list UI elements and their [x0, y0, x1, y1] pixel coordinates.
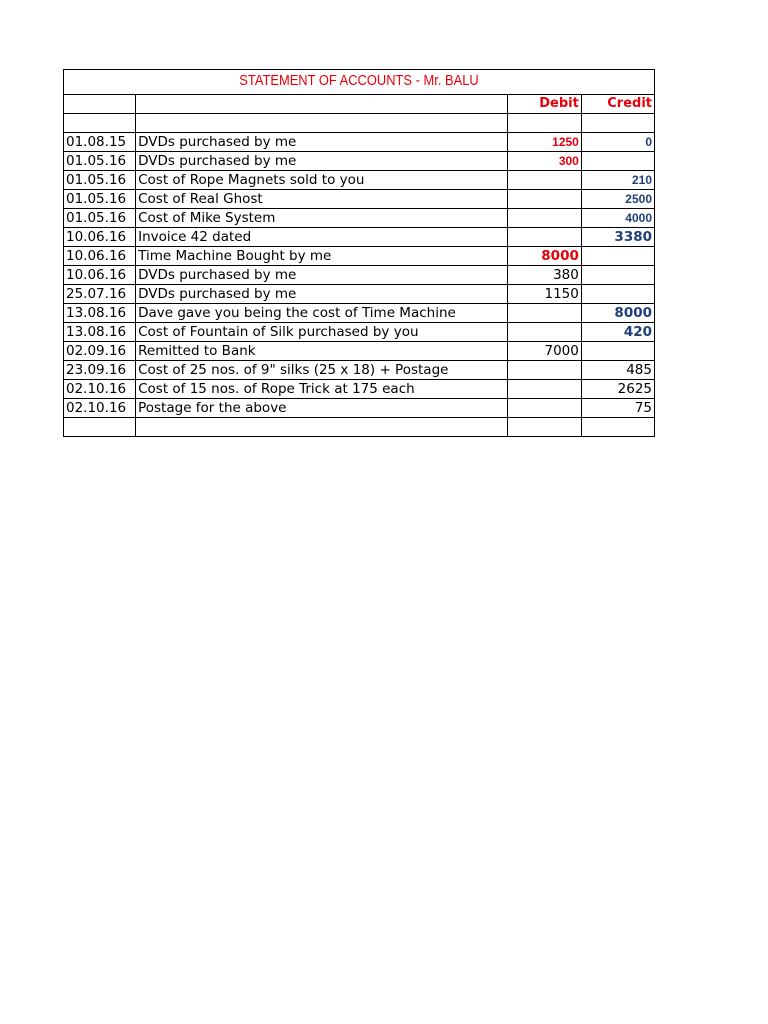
description-cell[interactable]: DVDs purchased by me [136, 285, 508, 304]
description-cell[interactable]: Cost of 25 nos. of 9" silks (25 x 18) + Postage [136, 361, 508, 380]
blank-cell[interactable] [136, 114, 508, 133]
debit-cell[interactable]: 300 [507, 152, 581, 171]
debit-cell[interactable]: 380 [507, 266, 581, 285]
description-cell[interactable]: Remitted to Bank [136, 342, 508, 361]
credit-cell[interactable] [581, 285, 654, 304]
blank-cell[interactable] [64, 114, 136, 133]
debit-cell[interactable] [507, 190, 581, 209]
blank-cell[interactable] [136, 418, 508, 437]
credit-cell[interactable] [581, 152, 654, 171]
date-cell[interactable]: 01.05.16 [64, 152, 136, 171]
blank-row [64, 114, 655, 133]
header-date-cell[interactable] [64, 95, 136, 114]
description-cell[interactable]: Cost of Rope Magnets sold to you [136, 171, 508, 190]
description-cell[interactable]: Invoice 42 dated [136, 228, 508, 247]
title-row [63, 69, 655, 94]
table-row [64, 266, 655, 285]
table-row [64, 361, 655, 380]
date-cell[interactable]: 13.08.16 [64, 304, 136, 323]
debit-cell[interactable] [507, 380, 581, 399]
debit-cell[interactable] [507, 171, 581, 190]
blank-row [64, 418, 655, 437]
debit-cell[interactable] [507, 399, 581, 418]
sheet-title: STATEMENT OF ACCOUNTS - Mr. BALU [239, 72, 479, 89]
date-cell[interactable]: 01.05.16 [64, 190, 136, 209]
credit-cell[interactable]: 3380 [581, 228, 654, 247]
date-cell[interactable]: 10.06.16 [64, 247, 136, 266]
debit-cell[interactable] [507, 323, 581, 342]
header-row [64, 95, 655, 114]
header-credit[interactable]: Credit [581, 95, 654, 114]
description-cell[interactable]: Cost of Mike System [136, 209, 508, 228]
date-cell[interactable]: 02.10.16 [64, 399, 136, 418]
credit-cell[interactable]: 420 [581, 323, 654, 342]
credit-cell[interactable] [581, 247, 654, 266]
description-cell[interactable]: Cost of Fountain of Silk purchased by you [136, 323, 508, 342]
blank-cell[interactable] [507, 418, 581, 437]
credit-cell[interactable]: 4000 [581, 209, 654, 228]
date-cell[interactable]: 10.06.16 [64, 228, 136, 247]
description-cell[interactable]: Dave gave you being the cost of Time Machine [136, 304, 508, 323]
blank-cell[interactable] [64, 418, 136, 437]
table-row [64, 190, 655, 209]
debit-cell[interactable]: 1150 [507, 285, 581, 304]
debit-cell[interactable]: 1250 [507, 133, 581, 152]
date-cell[interactable]: 01.05.16 [64, 171, 136, 190]
table-row [64, 342, 655, 361]
table-row [64, 380, 655, 399]
table-row [64, 285, 655, 304]
credit-cell[interactable]: 485 [581, 361, 654, 380]
table-row [64, 209, 655, 228]
date-cell[interactable]: 01.05.16 [64, 209, 136, 228]
description-cell[interactable]: DVDs purchased by me [136, 133, 508, 152]
table-row [64, 152, 655, 171]
header-debit[interactable]: Debit [507, 95, 581, 114]
credit-cell[interactable]: 2625 [581, 380, 654, 399]
blank-cell[interactable] [581, 114, 654, 133]
credit-cell[interactable]: 210 [581, 171, 654, 190]
credit-cell[interactable] [581, 266, 654, 285]
credit-cell[interactable]: 2500 [581, 190, 654, 209]
description-cell[interactable]: Postage for the above [136, 399, 508, 418]
date-cell[interactable]: 02.09.16 [64, 342, 136, 361]
debit-cell[interactable]: 7000 [507, 342, 581, 361]
credit-cell[interactable]: 8000 [581, 304, 654, 323]
credit-cell[interactable] [581, 342, 654, 361]
debit-cell[interactable] [507, 209, 581, 228]
credit-cell[interactable]: 0 [581, 133, 654, 152]
description-cell[interactable]: DVDs purchased by me [136, 152, 508, 171]
date-cell[interactable]: 02.10.16 [64, 380, 136, 399]
debit-cell[interactable] [507, 228, 581, 247]
blank-cell[interactable] [581, 418, 654, 437]
table-row [64, 323, 655, 342]
table-row [64, 304, 655, 323]
date-cell[interactable]: 23.09.16 [64, 361, 136, 380]
table-row [64, 133, 655, 152]
date-cell[interactable]: 01.08.15 [64, 133, 136, 152]
table-row [64, 171, 655, 190]
description-cell[interactable]: Cost of 15 nos. of Rope Trick at 175 each [136, 380, 508, 399]
date-cell[interactable]: 10.06.16 [64, 266, 136, 285]
table-row [64, 399, 655, 418]
debit-cell[interactable] [507, 304, 581, 323]
header-desc-cell[interactable] [136, 95, 508, 114]
description-cell[interactable]: Cost of Real Ghost [136, 190, 508, 209]
description-cell[interactable]: DVDs purchased by me [136, 266, 508, 285]
blank-cell[interactable] [507, 114, 581, 133]
table-row [64, 247, 655, 266]
description-cell[interactable]: Time Machine Bought by me [136, 247, 508, 266]
credit-cell[interactable]: 75 [581, 399, 654, 418]
table-row [64, 228, 655, 247]
spreadsheet [63, 69, 655, 437]
debit-cell[interactable] [507, 361, 581, 380]
accounts-table [63, 94, 655, 437]
date-cell[interactable]: 13.08.16 [64, 323, 136, 342]
date-cell[interactable]: 25.07.16 [64, 285, 136, 304]
debit-cell[interactable]: 8000 [507, 247, 581, 266]
